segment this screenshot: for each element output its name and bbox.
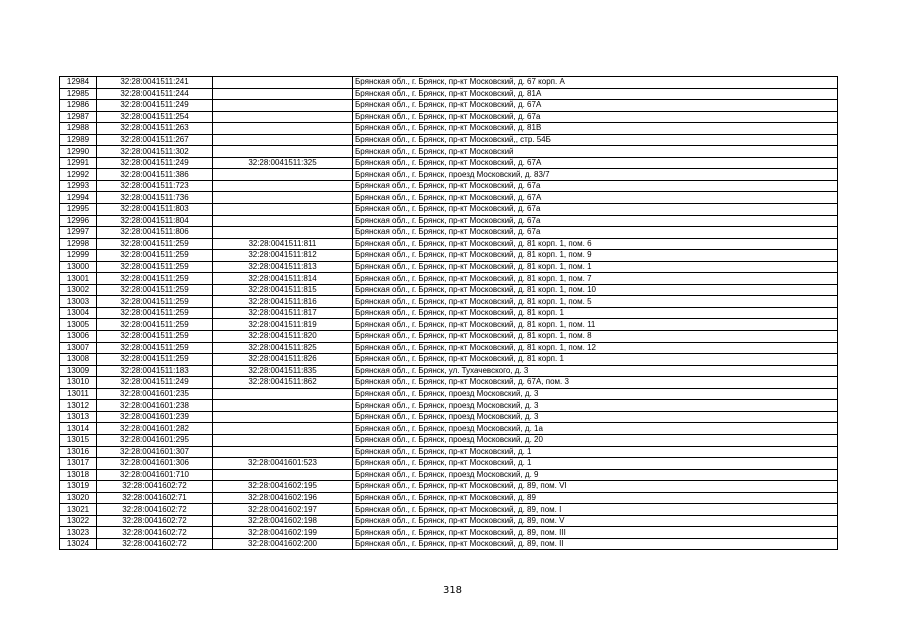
object-cadastral-number-cell: 32:28:0041511:826 <box>213 354 353 366</box>
address-cell: Брянская обл., г. Брянск, пр-кт Московский, д. 89 <box>353 492 838 504</box>
object-cadastral-number-cell <box>213 88 353 100</box>
parcel-cadastral-number-cell: 32:28:0041511:302 <box>97 146 213 158</box>
parcel-cadastral-number-cell: 32:28:0041602:72 <box>97 515 213 527</box>
table-row <box>60 400 838 412</box>
parcel-cadastral-number-cell: 32:28:0041511:803 <box>97 204 213 216</box>
address-cell: Брянская обл., г. Брянск, проезд Московский, д. 3 <box>353 411 838 423</box>
parcel-cadastral-number-cell: 32:28:0041601:235 <box>97 388 213 400</box>
object-cadastral-number-cell: 32:28:0041511:812 <box>213 250 353 262</box>
parcel-cadastral-number-cell: 32:28:0041602:71 <box>97 492 213 504</box>
row-number-cell: 13010 <box>60 377 97 389</box>
row-number-cell: 12996 <box>60 215 97 227</box>
object-cadastral-number-cell: 32:28:0041511:811 <box>213 238 353 250</box>
parcel-cadastral-number-cell: 32:28:0041511:386 <box>97 169 213 181</box>
object-cadastral-number-cell: 32:28:0041511:819 <box>213 319 353 331</box>
parcel-cadastral-number-cell: 32:28:0041511:254 <box>97 111 213 123</box>
cadastral-table <box>59 76 838 550</box>
row-number-cell: 13015 <box>60 434 97 446</box>
parcel-cadastral-number-cell: 32:28:0041601:238 <box>97 400 213 412</box>
table-row <box>60 180 838 192</box>
object-cadastral-number-cell: 32:28:0041511:814 <box>213 273 353 285</box>
row-number-cell: 13022 <box>60 515 97 527</box>
row-number-cell: 13007 <box>60 342 97 354</box>
parcel-cadastral-number-cell: 32:28:0041511:259 <box>97 273 213 285</box>
parcel-cadastral-number-cell: 32:28:0041511:259 <box>97 331 213 343</box>
object-cadastral-number-cell <box>213 192 353 204</box>
parcel-cadastral-number-cell: 32:28:0041601:282 <box>97 423 213 435</box>
table-row <box>60 538 838 550</box>
address-cell: Брянская обл., г. Брянск, проезд Московский, д. 3 <box>353 388 838 400</box>
row-number-cell: 13005 <box>60 319 97 331</box>
row-number-cell: 12992 <box>60 169 97 181</box>
address-cell: Брянская обл., г. Брянск, пр-кт Московский, д. 67а <box>353 180 838 192</box>
parcel-cadastral-number-cell: 32:28:0041511:259 <box>97 284 213 296</box>
row-number-cell: 13004 <box>60 307 97 319</box>
table-row <box>60 123 838 135</box>
table-row <box>60 411 838 423</box>
row-number-cell: 13011 <box>60 388 97 400</box>
object-cadastral-number-cell <box>213 146 353 158</box>
table-row <box>60 319 838 331</box>
row-number-cell: 12989 <box>60 134 97 146</box>
table-row <box>60 504 838 516</box>
table-row <box>60 146 838 158</box>
parcel-cadastral-number-cell: 32:28:0041511:259 <box>97 307 213 319</box>
address-cell: Брянская обл., г. Брянск, пр-кт Московский, д. 81 корп. 1, пом. 1 <box>353 261 838 273</box>
object-cadastral-number-cell: 32:28:0041602:199 <box>213 527 353 539</box>
row-number-cell: 13012 <box>60 400 97 412</box>
parcel-cadastral-number-cell: 32:28:0041511:259 <box>97 261 213 273</box>
object-cadastral-number-cell: 32:28:0041602:195 <box>213 481 353 493</box>
address-cell: Брянская обл., г. Брянск, пр-кт Московский, д. 67а <box>353 111 838 123</box>
address-cell: Брянская обл., г. Брянск, пр-кт Московский, д. 89, пом. VI <box>353 481 838 493</box>
parcel-cadastral-number-cell: 32:28:0041511:259 <box>97 296 213 308</box>
table-row <box>60 227 838 239</box>
object-cadastral-number-cell: 32:28:0041602:196 <box>213 492 353 504</box>
object-cadastral-number-cell <box>213 400 353 412</box>
object-cadastral-number-cell <box>213 180 353 192</box>
table-row <box>60 365 838 377</box>
table-row <box>60 434 838 446</box>
table-row <box>60 100 838 112</box>
table-row <box>60 192 838 204</box>
parcel-cadastral-number-cell: 32:28:0041511:723 <box>97 180 213 192</box>
address-cell: Брянская обл., г. Брянск, пр-кт Московский <box>353 146 838 158</box>
table-row <box>60 481 838 493</box>
object-cadastral-number-cell: 32:28:0041511:862 <box>213 377 353 389</box>
object-cadastral-number-cell <box>213 215 353 227</box>
parcel-cadastral-number-cell: 32:28:0041511:249 <box>97 157 213 169</box>
object-cadastral-number-cell: 32:28:0041601:523 <box>213 458 353 470</box>
address-cell: Брянская обл., г. Брянск, пр-кт Московский, д. 67 корп. А <box>353 77 838 89</box>
object-cadastral-number-cell: 32:28:0041511:325 <box>213 157 353 169</box>
table-row <box>60 296 838 308</box>
parcel-cadastral-number-cell: 32:28:0041601:239 <box>97 411 213 423</box>
address-cell: Брянская обл., г. Брянск, пр-кт Московский,, стр. 54Б <box>353 134 838 146</box>
object-cadastral-number-cell: 32:28:0041511:815 <box>213 284 353 296</box>
row-number-cell: 12997 <box>60 227 97 239</box>
object-cadastral-number-cell <box>213 388 353 400</box>
parcel-cadastral-number-cell: 32:28:0041602:72 <box>97 527 213 539</box>
object-cadastral-number-cell: 32:28:0041602:198 <box>213 515 353 527</box>
row-number-cell: 12988 <box>60 123 97 135</box>
address-cell: Брянская обл., г. Брянск, пр-кт Московский, д. 89, пом. III <box>353 527 838 539</box>
parcel-cadastral-number-cell: 32:28:0041601:307 <box>97 446 213 458</box>
parcel-cadastral-number-cell: 32:28:0041511:806 <box>97 227 213 239</box>
row-number-cell: 13017 <box>60 458 97 470</box>
address-cell: Брянская обл., г. Брянск, пр-кт Московский, д. 1 <box>353 446 838 458</box>
row-number-cell: 12985 <box>60 88 97 100</box>
row-number-cell: 12990 <box>60 146 97 158</box>
address-cell: Брянская обл., г. Брянск, пр-кт Московский, д. 67а <box>353 204 838 216</box>
object-cadastral-number-cell: 32:28:0041511:817 <box>213 307 353 319</box>
table-row <box>60 169 838 181</box>
row-number-cell: 13013 <box>60 411 97 423</box>
row-number-cell: 13019 <box>60 481 97 493</box>
address-cell: Брянская обл., г. Брянск, пр-кт Московский, д. 89, пом. V <box>353 515 838 527</box>
table-row <box>60 446 838 458</box>
parcel-cadastral-number-cell: 32:28:0041511:259 <box>97 238 213 250</box>
row-number-cell: 12999 <box>60 250 97 262</box>
row-number-cell: 13024 <box>60 538 97 550</box>
table-row <box>60 134 838 146</box>
object-cadastral-number-cell <box>213 434 353 446</box>
parcel-cadastral-number-cell: 32:28:0041601:295 <box>97 434 213 446</box>
object-cadastral-number-cell: 32:28:0041511:835 <box>213 365 353 377</box>
cadastral-table-body <box>60 77 838 550</box>
row-number-cell: 13016 <box>60 446 97 458</box>
table-row <box>60 458 838 470</box>
parcel-cadastral-number-cell: 32:28:0041602:72 <box>97 504 213 516</box>
parcel-cadastral-number-cell: 32:28:0041602:72 <box>97 538 213 550</box>
table-row <box>60 492 838 504</box>
object-cadastral-number-cell <box>213 411 353 423</box>
parcel-cadastral-number-cell: 32:28:0041511:736 <box>97 192 213 204</box>
parcel-cadastral-number-cell: 32:28:0041511:259 <box>97 342 213 354</box>
row-number-cell: 12998 <box>60 238 97 250</box>
parcel-cadastral-number-cell: 32:28:0041511:267 <box>97 134 213 146</box>
address-cell: Брянская обл., г. Брянск, пр-кт Московский, д. 81 корп. 1, пом. 12 <box>353 342 838 354</box>
page-number: 318 <box>442 585 463 596</box>
address-cell: Брянская обл., г. Брянск, пр-кт Московский, д. 1 <box>353 458 838 470</box>
object-cadastral-number-cell <box>213 423 353 435</box>
row-number-cell: 12995 <box>60 204 97 216</box>
row-number-cell: 13014 <box>60 423 97 435</box>
row-number-cell: 13006 <box>60 331 97 343</box>
address-cell: Брянская обл., г. Брянск, проезд Московский, д. 1а <box>353 423 838 435</box>
table-row <box>60 423 838 435</box>
object-cadastral-number-cell: 32:28:0041511:820 <box>213 331 353 343</box>
parcel-cadastral-number-cell: 32:28:0041601:710 <box>97 469 213 481</box>
parcel-cadastral-number-cell: 32:28:0041511:259 <box>97 319 213 331</box>
parcel-cadastral-number-cell: 32:28:0041601:306 <box>97 458 213 470</box>
row-number-cell: 13001 <box>60 273 97 285</box>
address-cell: Брянская обл., г. Брянск, пр-кт Московский, д. 81 корп. 1 <box>353 307 838 319</box>
parcel-cadastral-number-cell: 32:28:0041511:244 <box>97 88 213 100</box>
address-cell: Брянская обл., г. Брянск, пр-кт Московский, д. 81 корп. 1, пом. 6 <box>353 238 838 250</box>
address-cell: Брянская обл., г. Брянск, пр-кт Московский, д. 81А <box>353 88 838 100</box>
address-cell: Брянская обл., г. Брянск, пр-кт Московский, д. 67а <box>353 215 838 227</box>
address-cell: Брянская обл., г. Брянск, пр-кт Московский, д. 89, пом. I <box>353 504 838 516</box>
address-cell: Брянская обл., г. Брянск, пр-кт Московский, д. 81 корп. 1, пом. 5 <box>353 296 838 308</box>
table-row <box>60 388 838 400</box>
parcel-cadastral-number-cell: 32:28:0041602:72 <box>97 481 213 493</box>
address-cell: Брянская обл., г. Брянск, пр-кт Московский, д. 81 корп. 1, пом. 8 <box>353 331 838 343</box>
object-cadastral-number-cell <box>213 77 353 89</box>
row-number-cell: 13000 <box>60 261 97 273</box>
row-number-cell: 12994 <box>60 192 97 204</box>
address-cell: Брянская обл., г. Брянск, проезд Московский, д. 3 <box>353 400 838 412</box>
table-row <box>60 469 838 481</box>
object-cadastral-number-cell <box>213 169 353 181</box>
address-cell: Брянская обл., г. Брянск, пр-кт Московский, д. 81 корп. 1, пом. 11 <box>353 319 838 331</box>
row-number-cell: 13008 <box>60 354 97 366</box>
table-row <box>60 157 838 169</box>
row-number-cell: 12993 <box>60 180 97 192</box>
address-cell: Брянская обл., г. Брянск, пр-кт Московский, д. 89, пом. II <box>353 538 838 550</box>
object-cadastral-number-cell <box>213 111 353 123</box>
table-row <box>60 273 838 285</box>
table-row <box>60 77 838 89</box>
object-cadastral-number-cell <box>213 123 353 135</box>
address-cell: Брянская обл., г. Брянск, пр-кт Московский, д. 81 корп. 1, пом. 10 <box>353 284 838 296</box>
table-row <box>60 250 838 262</box>
object-cadastral-number-cell <box>213 204 353 216</box>
address-cell: Брянская обл., г. Брянск, пр-кт Московский, д. 81 корп. 1, пом. 7 <box>353 273 838 285</box>
address-cell: Брянская обл., г. Брянск, пр-кт Московский, д. 67а <box>353 227 838 239</box>
object-cadastral-number-cell <box>213 446 353 458</box>
address-cell: Брянская обл., г. Брянск, ул. Тухачевского, д. 3 <box>353 365 838 377</box>
table-row <box>60 204 838 216</box>
parcel-cadastral-number-cell: 32:28:0041511:249 <box>97 377 213 389</box>
address-cell: Брянская обл., г. Брянск, проезд Московский, д. 20 <box>353 434 838 446</box>
row-number-cell: 13002 <box>60 284 97 296</box>
parcel-cadastral-number-cell: 32:28:0041511:804 <box>97 215 213 227</box>
table-row <box>60 515 838 527</box>
address-cell: Брянская обл., г. Брянск, пр-кт Московский, д. 81В <box>353 123 838 135</box>
parcel-cadastral-number-cell: 32:28:0041511:241 <box>97 77 213 89</box>
object-cadastral-number-cell <box>213 227 353 239</box>
row-number-cell: 13021 <box>60 504 97 516</box>
object-cadastral-number-cell <box>213 469 353 481</box>
row-number-cell: 12986 <box>60 100 97 112</box>
address-cell: Брянская обл., г. Брянск, пр-кт Московский, д. 67А, пом. 3 <box>353 377 838 389</box>
row-number-cell: 13020 <box>60 492 97 504</box>
object-cadastral-number-cell: 32:28:0041511:816 <box>213 296 353 308</box>
object-cadastral-number-cell <box>213 134 353 146</box>
row-number-cell: 13023 <box>60 527 97 539</box>
table-row <box>60 342 838 354</box>
address-cell: Брянская обл., г. Брянск, пр-кт Московский, д. 81 корп. 1 <box>353 354 838 366</box>
address-cell: Брянская обл., г. Брянск, пр-кт Московский, д. 67А <box>353 157 838 169</box>
table-row <box>60 238 838 250</box>
table-row <box>60 377 838 389</box>
parcel-cadastral-number-cell: 32:28:0041511:249 <box>97 100 213 112</box>
table-row <box>60 261 838 273</box>
address-cell: Брянская обл., г. Брянск, пр-кт Московский, д. 81 корп. 1, пом. 9 <box>353 250 838 262</box>
row-number-cell: 13003 <box>60 296 97 308</box>
row-number-cell: 12991 <box>60 157 97 169</box>
table-row <box>60 307 838 319</box>
object-cadastral-number-cell: 32:28:0041602:197 <box>213 504 353 516</box>
table-row <box>60 527 838 539</box>
row-number-cell: 12984 <box>60 77 97 89</box>
object-cadastral-number-cell: 32:28:0041511:825 <box>213 342 353 354</box>
table-row <box>60 284 838 296</box>
row-number-cell: 12987 <box>60 111 97 123</box>
address-cell: Брянская обл., г. Брянск, проезд Московский, д. 83/7 <box>353 169 838 181</box>
address-cell: Брянская обл., г. Брянск, пр-кт Московский, д. 67А <box>353 100 838 112</box>
table-row <box>60 111 838 123</box>
object-cadastral-number-cell: 32:28:0041602:200 <box>213 538 353 550</box>
object-cadastral-number-cell: 32:28:0041511:813 <box>213 261 353 273</box>
parcel-cadastral-number-cell: 32:28:0041511:263 <box>97 123 213 135</box>
parcel-cadastral-number-cell: 32:28:0041511:259 <box>97 250 213 262</box>
row-number-cell: 13018 <box>60 469 97 481</box>
table-row <box>60 331 838 343</box>
address-cell: Брянская обл., г. Брянск, пр-кт Московский, д. 67А <box>353 192 838 204</box>
table-row <box>60 88 838 100</box>
row-number-cell: 13009 <box>60 365 97 377</box>
parcel-cadastral-number-cell: 32:28:0041511:259 <box>97 354 213 366</box>
table-row <box>60 215 838 227</box>
object-cadastral-number-cell <box>213 100 353 112</box>
address-cell: Брянская обл., г. Брянск, проезд Московский, д. 9 <box>353 469 838 481</box>
parcel-cadastral-number-cell: 32:28:0041511:183 <box>97 365 213 377</box>
table-row <box>60 354 838 366</box>
